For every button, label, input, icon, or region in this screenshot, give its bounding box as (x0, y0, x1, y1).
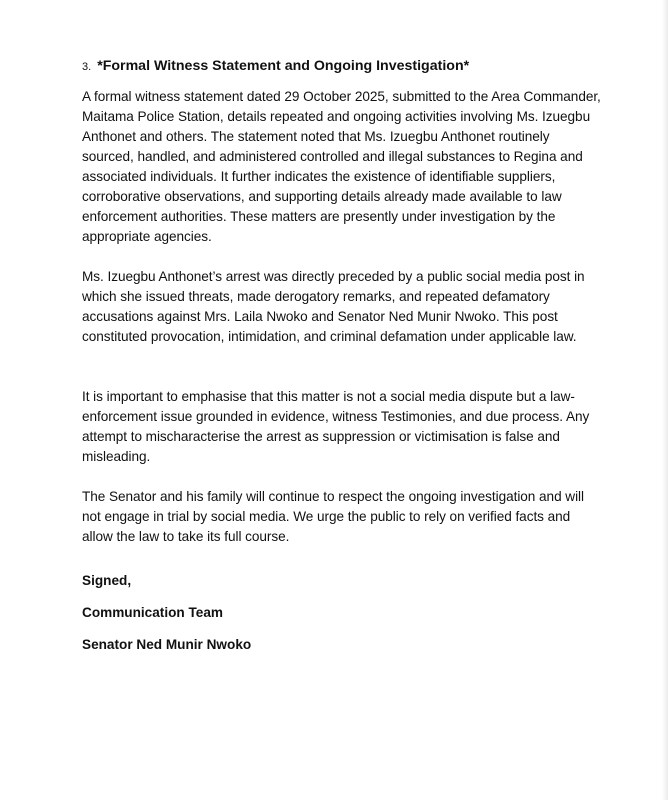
section-heading (82, 56, 602, 77)
page-edge-shadow (662, 0, 668, 800)
signature-name: Senator Ned Munir Nwoko (82, 637, 252, 652)
section-title: *Formal Witness Statement and Ongoing Investigation* (97, 58, 470, 74)
paragraph-witness-statement: A formal witness statement dated 29 October 2025, submitted to the Area Commander, Maitama Police Station, details repeated and ongoing activities involving Ms. Izuegbu Anthonet and others. The statement noted that Ms. Izuegbu Anthonet routinely sourced, handled, and administered controlled and illegal substances to Regina and associated individuals. It further indicates the existence of identifiable suppliers, corroborative observations, and supporting details already made available to law enforcement authorities. These matters are presently under investigation by the appropriate agencies. (82, 89, 601, 244)
paragraph-closing: The Senator and his family will continue to respect the ongoing investigation and will not engage in trial by social media. We urge the public to rely on verified facts and allow the law to take its full course. (82, 489, 584, 544)
paragraph-emphasis: It is important to emphasise that this matter is not a social media dispute but a law-enforcement issue grounded in evidence, witness Testimonies, and due process. Any attempt to mischaracterise the arrest as suppression or victimisation is false and misleading. (82, 389, 590, 464)
section-number: 3. (82, 61, 92, 73)
paragraph-arrest: Ms. Izuegbu Anthonet’s arrest was directly preceded by a public social media post in which she issued threats, made derogatory remarks, and repeated defamatory accusations against Mrs. Laila Nwoko and Senator Ned Munir Nwoko. This post constituted provocation, intimidation, and criminal defamation under applicable law. (82, 269, 585, 344)
signature-team: Communication Team (82, 605, 223, 620)
statement-body (82, 56, 602, 667)
signature-signed: Signed, (82, 573, 132, 588)
